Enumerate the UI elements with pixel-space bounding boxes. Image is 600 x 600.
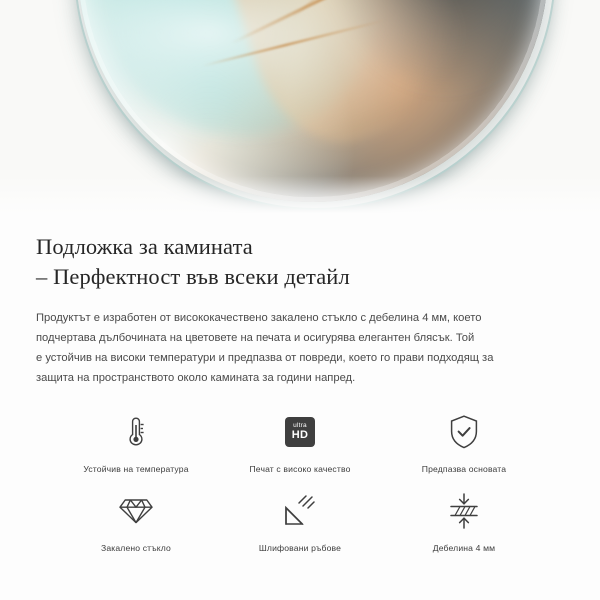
ultra-hd-badge xyxy=(285,417,315,447)
feature-item-print-quality xyxy=(218,410,382,475)
description-line-1: Продуктът е изработен от висококачествено закалено стъкло с дебелина 4 мм, което xyxy=(36,312,482,324)
feature-item-temperature xyxy=(54,410,218,475)
feature-label: Предпазва основата xyxy=(421,464,507,474)
hero-image xyxy=(0,0,600,222)
feature-label: Устойчив на температура xyxy=(83,464,189,474)
ultra-hd-badge-bottom: HD xyxy=(291,429,309,442)
page-title-line-2: – Перфектност във всеки детайл xyxy=(36,264,350,289)
diamond-icon xyxy=(106,489,166,533)
feature-label: Печат с високо качество xyxy=(249,464,351,474)
content-section xyxy=(0,222,600,554)
hero-fade-overlay xyxy=(0,176,600,222)
page-title-line-1: Подложка за камината xyxy=(36,234,253,259)
ultra-hd-badge-top: ultra xyxy=(293,421,307,429)
feature-item-tempered-glass xyxy=(54,489,218,554)
feature-item-polished-edges xyxy=(218,489,382,554)
feature-label: Шлифовани ръбове xyxy=(258,543,342,553)
description-line-3: е устойчив на високи температури и предпазва от повреди, което го прави подходящ за xyxy=(36,352,494,364)
page-title xyxy=(36,232,564,292)
polished-edges-icon xyxy=(270,489,330,533)
feature-label: Закалено стъкло xyxy=(100,543,171,553)
description-line-2: подчертава дълбочината на цветовете на печата и осигурява елегантен блясък. Той xyxy=(36,332,475,344)
feature-label: Дебелина 4 мм xyxy=(432,543,496,553)
shield-check-icon xyxy=(434,410,494,454)
ultra-hd-print-icon xyxy=(270,410,330,454)
thickness-arrows-icon xyxy=(434,489,494,533)
thermometer-icon xyxy=(106,410,166,454)
feature-item-thickness xyxy=(382,489,546,554)
description-paragraph xyxy=(36,308,564,388)
feature-grid xyxy=(36,410,564,554)
feature-item-protects-surface xyxy=(382,410,546,475)
description-line-4: защита на пространството около камината за години напред. xyxy=(36,372,356,384)
